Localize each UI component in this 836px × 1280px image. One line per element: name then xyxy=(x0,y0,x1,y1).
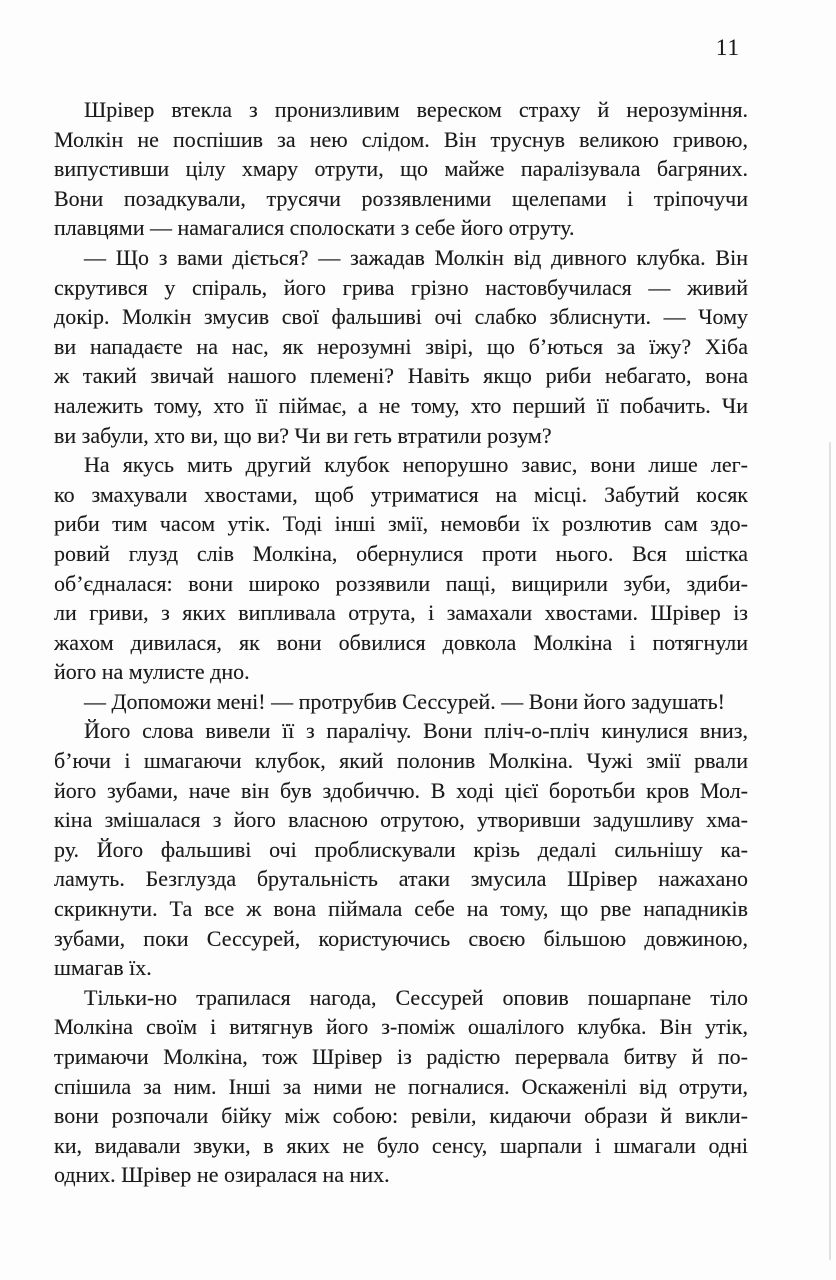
text-line: його зубами, наче він був здобиччю. В ході цієї боротьби кров Мол- xyxy=(54,777,748,803)
text-line: ко змахували хвостами, щоб утриматися на місці. Забутий косяк xyxy=(54,481,748,507)
text-line: Молкіна своїм і витягнув його з-поміж ошалілого клубка. Він утік, xyxy=(54,1014,748,1040)
text-line: ламуть. Безглузда брутальність атаки змусила Шрівер нажахано xyxy=(54,866,748,892)
text-line: належить тому, хто її піймає, а не тому, хто перший її побачить. Чи xyxy=(54,392,748,418)
text-line: ли гриви, з яких випливала отрута, і замахали хвостами. Шрівер із xyxy=(54,600,748,626)
paragraph-3 xyxy=(54,450,748,687)
paragraph-5 xyxy=(54,716,748,982)
text-line: Шрівер втекла з пронизливим вереском страху й нерозуміння. xyxy=(84,97,748,122)
text-line: ви нападаєте на нас, як нерозумні звірі, що б’ються за їжу? Хіба xyxy=(54,333,748,359)
text-line: — Допоможи мені! — протрубив Сессурей. — Вони його задушать! xyxy=(84,688,726,714)
text-line: ки, видавали звуки, в яких не було сенсу, шарпали і шмагали одні xyxy=(54,1132,748,1158)
text-line: Його слова вивели її з паралічу. Вони пліч-о-пліч кинулися вниз, xyxy=(84,718,748,744)
text-line: б’ючи і шмагаючи клубок, який полонив Молкіна. Чужі змії рвали xyxy=(54,748,748,774)
text-line: тримаючи Молкіна, тож Шрівер із радістю перервала битву й по- xyxy=(54,1044,748,1069)
page-edge-scan-line xyxy=(829,442,831,1260)
text-line: ж такий звичай нашого племені? Навіть якщо риби небагато, вона xyxy=(54,363,748,389)
text-line: ровий глузд слів Молкіна, обернулися проти нього. Вся шістка xyxy=(54,540,748,566)
text-line: його на мулисте дно. xyxy=(54,659,250,685)
text-line: одних. Шрівер не озиралася на них. xyxy=(54,1162,390,1188)
text-line: ви забули, хто ви, що ви? Чи ви геть втратили розум? xyxy=(54,422,552,448)
page-number: 11 xyxy=(715,35,740,60)
text-line: кіна змішалася з його власною отрутою, утворивши задушливу хма- xyxy=(54,807,748,833)
text-line: Тільки-но трапилася нагода, Сессурей оповив пошарпане тіло xyxy=(84,984,748,1010)
text-line: об’єдналася: вони широко роззявили пащі, вищирили зуби, здиби- xyxy=(54,570,748,596)
body-text xyxy=(54,95,748,1190)
text-line: шмагав їх. xyxy=(54,955,152,981)
text-line: зубами, поки Сессурей, користуючись своєю більшою довжиною, xyxy=(54,925,748,951)
paragraph-6 xyxy=(54,983,748,1190)
paragraph-2 xyxy=(54,243,748,450)
text-line: — Що з вами діється? — зажадав Молкін від дивного клубка. Він xyxy=(84,244,748,270)
paragraph-1 xyxy=(54,95,748,243)
text-line: Вони позадкували, трусячи роззявленими щелепами і тріпочучи xyxy=(54,185,748,211)
text-line: риби тим часом утік. Тоді інші змії, немовби їх розлютив сам здо- xyxy=(54,511,748,537)
text-line: ру. Його фальшиві очі проблискували крізь дедалі сильнішу ка- xyxy=(54,836,748,862)
text-line: випустивши цілу хмару отрути, що майже паралізувала багряних. xyxy=(54,156,748,182)
text-line: спішила за ним. Інші за ними не погналися. Оскаженілі від отрути, xyxy=(54,1073,748,1099)
text-line: плавцями — намагалися сполоскати з себе його отруту. xyxy=(54,215,575,241)
text-line: скрикнути. Та все ж вона піймала себе на тому, що рве нападників xyxy=(54,896,748,922)
text-line: На якусь мить другий клубок непорушно завис, вони лише лег- xyxy=(84,452,748,478)
text-line: вони розпочали бійку між собою: ревіли, кидаючи образи й викли- xyxy=(54,1103,748,1129)
text-line: докір. Молкін змусив свої фальшиві очі слабко зблиснути. — Чому xyxy=(54,304,748,330)
paragraph-4 xyxy=(54,687,748,717)
text-line: Молкін не поспішив за нею слідом. Він труснув великою гривою, xyxy=(54,126,748,152)
text-line: жахом дивилася, як вони обвилися довкола Молкіна і потягнули xyxy=(54,629,748,655)
text-line: скрутився у спіраль, його грива грізно настовбучилася — живий xyxy=(54,274,748,300)
